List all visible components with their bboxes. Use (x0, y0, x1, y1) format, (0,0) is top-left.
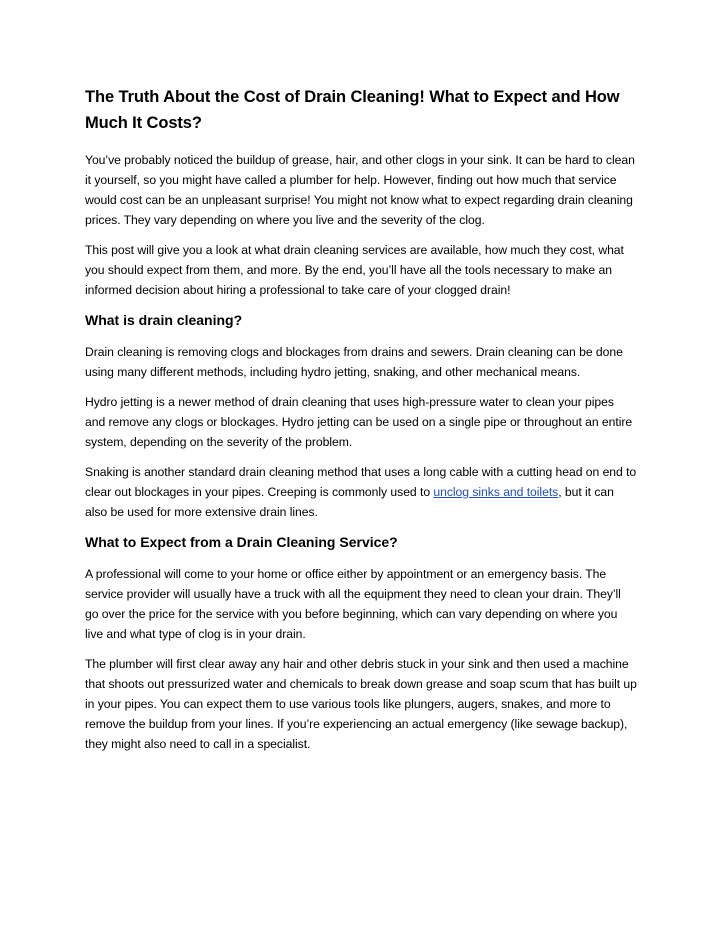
document-page (85, 84, 637, 764)
section1-paragraph-3 (85, 462, 637, 522)
intro-paragraph-2: This post will give you a look at what drain cleaning services are available, how much they cost, what you should expect from them, and more. By the end, you’ll have all the tools necessary to make an informed decision about hiring a professional to take care of your clogged drain! (85, 243, 624, 297)
unclog-sinks-link[interactable]: unclog sinks and toilets (433, 485, 559, 499)
section1-paragraph-3-text-after: , but it can also be used for more extensive drain lines. (85, 485, 614, 519)
section2-paragraph-2: The plumber will first clear away any hair and other debris stuck in your sink and then used a machine that shoots out pressurized water and chemicals to break down grease and soap scum that has built up in your pipes. You can expect them to use various tools like plungers, augers, snakes, and more to remove the buildup from your lines. If you’re experiencing an actual emergency (like sewage backup), they might also need to call in a specialist. (85, 657, 637, 751)
page-title: The Truth About the Cost of Drain Cleaning! What to Expect and How Much It Costs? (85, 88, 620, 132)
section1-paragraph-1: Drain cleaning is removing clogs and blockages from drains and sewers. Drain cleaning can be done using many different methods, including hydro jetting, snaking, and other mechanical means. (85, 345, 623, 379)
section2-paragraph-1: A professional will come to your home or office either by appointment or an emergency basis. The service provider will usually have a truck with all the equipment they need to clean your drain. They’ll go over the price for the service with you before beginning, which can vary depending on where you live and what type of clog is in your drain. (85, 567, 621, 641)
intro-paragraph-1: You’ve probably noticed the buildup of grease, hair, and other clogs in your sink. It can be hard to clean it yourself, so you might have called a plumber for help. However, finding out how much that service would cost can be an unpleasant surprise! You might not know what to expect regarding drain cleaning prices. They vary depending on where you live and the severity of the clog. (85, 153, 635, 227)
section1-paragraph-2: Hydro jetting is a newer method of drain cleaning that uses high-pressure water to clean your pipes and remove any clogs or blockages. Hydro jetting can be used on a single pipe or throughout an entire system, depending on the severity of the problem. (85, 395, 633, 449)
section-heading-what-is-drain-cleaning: What is drain cleaning? (85, 312, 243, 328)
section-heading-what-to-expect: What to Expect from a Drain Cleaning Service? (85, 534, 398, 550)
section1-paragraph-3-text-before: Snaking is another standard drain cleaning method that uses a long cable with a cutting head on end to clear out blockages in your pipes. Creeping is commonly used to (85, 465, 637, 499)
